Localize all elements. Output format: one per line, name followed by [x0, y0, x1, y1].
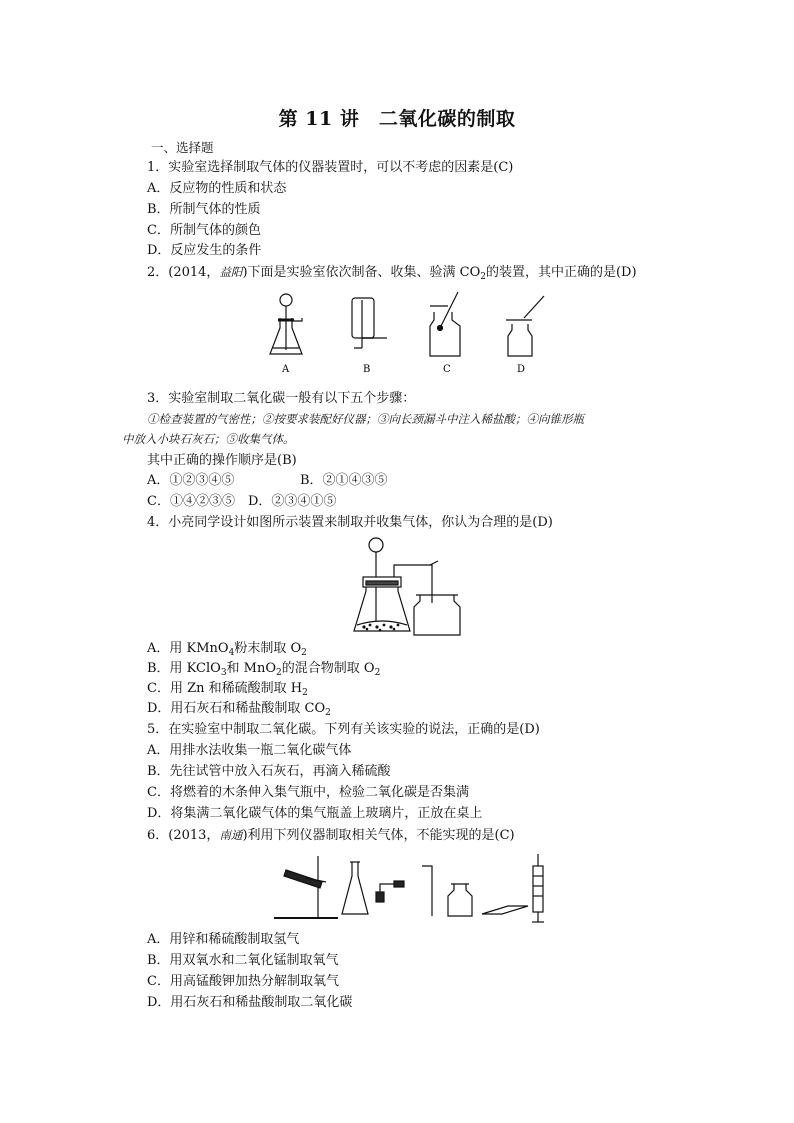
q6-syringe — [532, 854, 544, 922]
q3-option-b: B．②①④③⑤ — [300, 473, 388, 488]
q6-bent-tube — [422, 866, 432, 916]
q3-steps-line2: 中放入小块石灰石；⑤收集气体。 — [122, 432, 295, 446]
q3-stem: 3．实验室制取二氧化碳一般有以下五个步骤： — [147, 391, 416, 406]
q4-option-c: C．用 Zn 和稀硫酸制取 $H_2$ — [147, 681, 308, 698]
q5-stem: 5．在实验室中制取二氧化碳。下列有关该实验的说法，正确的是(D) — [147, 722, 540, 737]
q1-option-a: A．反应物的性质和状态 — [147, 181, 287, 196]
q1-option-c: C．所制气体的颜色 — [147, 223, 261, 238]
q4-option-b: B．用 KClO$_3$和 MnO$_2$的混合物制取 $O_2$ — [147, 661, 381, 678]
q5-option-d: D．将集满二氧化碳气体的集气瓶盖上玻璃片，正放在桌上 — [147, 806, 483, 821]
q1-option-b: B．所制气体的性质 — [147, 202, 261, 217]
q6-gas-bottle — [448, 884, 472, 916]
q2-apparatus-d — [506, 296, 544, 356]
q1-option-d: D．反应发生的条件 — [147, 243, 262, 258]
q5-option-c: C．将燃着的木条伸入集气瓶中，检验二氧化碳是否集满 — [147, 785, 469, 800]
q5-option-a: A．用排水法收集一瓶二氧化碳气体 — [147, 743, 352, 758]
q2-source-place: 益阳 — [219, 265, 243, 279]
q6-iron-stand — [274, 856, 338, 918]
q6-stem: 6．(2013，南通)利用下列仪器制取相关气体，不能实现的是(C) — [147, 828, 515, 843]
q6-option-d: D．用石灰石和稀盐酸制取二氧化碳 — [147, 995, 353, 1010]
q6-option-a: A．用锌和稀硫酸制取氢气 — [147, 932, 300, 947]
q4-apparatus-figure — [350, 535, 470, 637]
q6-option-c: C．用高锰酸钾加热分解制取氧气 — [147, 974, 339, 989]
q4-stem: 4．小亮同学设计如图所示装置来制取并收集气体，你认为合理的是(D) — [147, 515, 553, 530]
q2-label-a: A — [282, 364, 290, 375]
q2-stem: 2．(2014，益阳)下面是实验室依次制备、收集、验满 $CO_2$的装置，其中正确的是(D) — [147, 265, 637, 282]
section-heading: 一、选择题 — [151, 140, 214, 155]
q2-label-d: D — [517, 364, 526, 375]
q6-apparatus-figure — [270, 852, 555, 924]
q2-label-c: C — [443, 364, 451, 375]
q3-order-line: 其中正确的操作顺序是(B) — [147, 453, 297, 468]
page-title: 第 11 讲 二氧化碳的制取 — [278, 108, 516, 130]
q2-apparatus-figure — [262, 290, 552, 380]
q3-option-cd: C．①④②③⑤ D．②③④①⑤ — [147, 494, 337, 509]
q4-option-a: A．用 KMnO$_4$粉末制取 $O_2$ — [147, 641, 307, 658]
q4-option-d: D．用石灰石和稀盐酸制取 $CO_2$ — [147, 701, 331, 718]
q2-apparatus-c — [430, 292, 460, 356]
q1-stem: 1．实验室选择制取气体的仪器装置时，可以不考虑的因素是(C) — [147, 160, 514, 175]
q5-option-b: B．先往试管中放入石灰石，再滴入稀硫酸 — [147, 764, 391, 779]
q2-apparatus-a — [270, 294, 302, 354]
q2-label-b: B — [363, 364, 371, 375]
q2-apparatus-b — [352, 298, 387, 348]
q6-glass-plate — [482, 906, 528, 914]
q3-steps-line1: ①检查装置的气密性；②按要求装配好仪器；③向长颈漏斗中注入稀盐酸；④向锥形瓶 — [147, 412, 584, 426]
q3-option-a: A．①②③④⑤ — [147, 473, 235, 488]
q6-option-b: B．用双氧水和二氧化锰制取氧气 — [147, 953, 339, 968]
q6-source-place: 南通 — [219, 828, 243, 842]
q6-conical-flask — [342, 862, 368, 914]
q6-stopper-tube — [376, 881, 404, 902]
